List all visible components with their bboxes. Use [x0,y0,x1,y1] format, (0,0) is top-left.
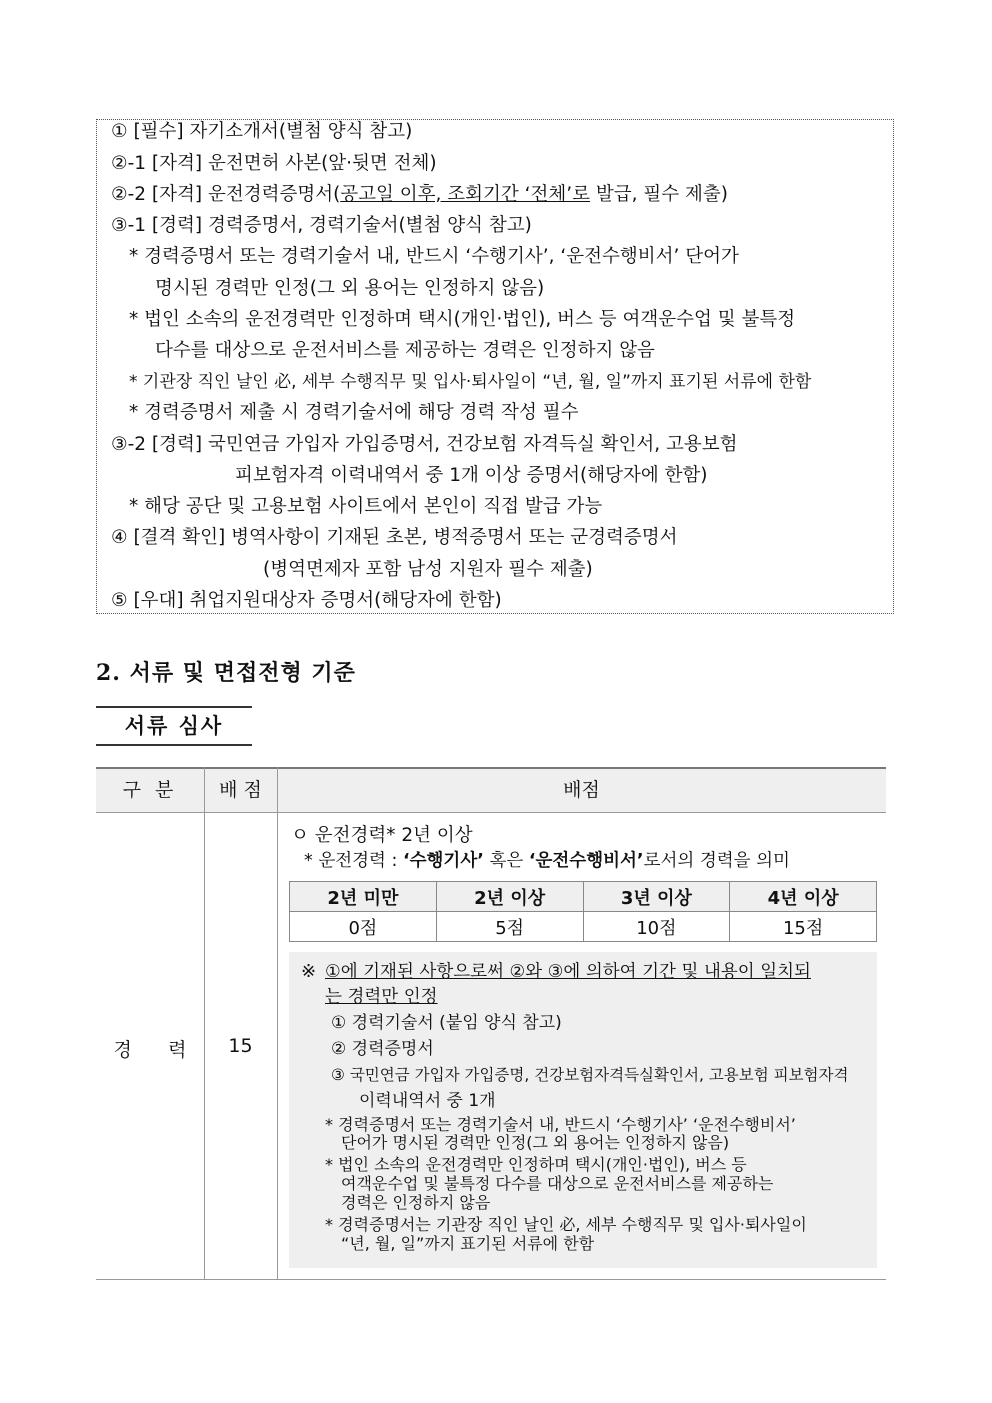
column-divider [277,767,278,1280]
doc-item-driving-record-underlined: 공고일 이후, 조회기간 ‘전체’로 [340,184,591,205]
notes-star-3a: * 경력증명서는 기관장 직인 날인 必, 세부 수행직무 및 입사·퇴사일이 [325,1215,807,1234]
notes-star-2c: 경력은 인정하지 않음 [341,1193,491,1212]
doc-item-license: ②-1 [자격] 운전면허 사본(앞·뒷면 전체) [111,153,437,174]
score-header-cell: 4년 이상 [730,882,877,912]
notes-item-3a: ③ 국민연금 가입자 가입증명, 건강보험자격득실확인서, 고용보험 피보험자격 [331,1066,849,1084]
score-header-cell: 3년 이상 [583,882,730,912]
score-table [289,881,877,942]
notes-item-1: ① 경력기술서 (붙임 양식 참고) [331,1013,562,1033]
notes-mark: ※ [301,961,317,982]
doc-item-driving-record [111,183,728,207]
doc-item-essay: ① [필수] 자기소개서(별첨 양식 참고) [111,121,413,142]
doc-item-military-cont: (병역면제자 포함 남성 지원자 필수 제출) [263,559,593,580]
notes-star-3b: “년, 월, 일”까지 표기된 서류에 한함 [341,1234,595,1253]
score-value-cell: 10점 [583,912,730,942]
doc-item-driving-record-b: 발급, 필수 제출) [590,184,729,205]
doc-item-career: ③-1 [경력] 경력증명서, 경력기술서(별첨 양식 참고) [111,215,532,236]
score-value-cell: 15점 [730,912,877,942]
score-header-cell: 2년 이상 [436,882,583,912]
doc-item-driving-record-a: ②-2 [자격] 운전경력증명서( [111,184,341,205]
score-table-values [290,912,877,942]
header-score: 배 점 [219,779,262,801]
criterion-note-mid: 혹은 [483,851,529,871]
score-cell: 15 [228,1035,253,1057]
category-cell: 경 력 [113,1039,187,1061]
doc-note-insurance: * 해당 공단 및 고용보험 사이트에서 본인이 직접 발급 가능 [129,496,603,517]
notes-line-1: ①에 기재된 사항으로써 ②와 ③에 의하여 기간 및 내용이 일치되 [325,962,811,982]
notes-star-2a: * 법인 소속의 운전경력만 인정하며 택시(개인·법인), 버스 등 [325,1155,747,1174]
header-criteria: 배점 [563,779,600,801]
criterion-note-prefix: * 운전경력 : [304,851,403,871]
criterion-note-suffix: 로서의 경력을 의미 [643,851,790,871]
score-table-header [290,882,877,912]
notes-line-2: 는 경력만 인정 [325,987,438,1007]
doc-note-career-2a: * 법인 소속의 운전경력만 인정하며 택시(개인·법인), 버스 등 여객운수업 및 불특정 [129,309,796,330]
score-value-cell: 0점 [290,912,437,942]
notes-box [289,952,877,1268]
doc-note-career-3: * 기관장 직인 날인 必, 세부 수행직무 및 입사·퇴사일이 “년, 월, 일”까지 표기된 서류에 한함 [129,372,812,392]
notes-star-2b: 여객운수업 및 불특정 다수를 대상으로 운전서비스를 제공하는 [341,1174,774,1193]
table-bottom-border [96,1279,886,1280]
doc-item-insurance-cont: 피보험자격 이력내역서 중 1개 이상 증명서(해당자에 한함) [235,465,708,486]
criterion-text: ㅇ 운전경력* 2년 이상 [291,825,473,846]
score-value-cell: 5점 [436,912,583,942]
notes-item-3b: 이력내역서 중 1개 [359,1091,496,1111]
score-header-cell: 2년 미만 [290,882,437,912]
criterion-note-bold-2: ‘운전수행비서’ [528,851,644,871]
required-documents-box [96,119,894,614]
doc-item-insurance: ③-2 [경력] 국민연금 가입자 가입증명서, 건강보험 자격득실 확인서, 고용보험 [111,434,738,455]
criterion-note-bold-1: ‘수행기사’ [402,851,484,871]
header-category: 구 분 [122,779,178,801]
section-title: 2. 서류 및 면접전형 기준 [96,660,356,686]
doc-item-preference: ⑤ [우대] 취업지원대상자 증명서(해당자에 한함) [111,590,502,611]
doc-item-military: ④ [결격 확인] 병역사항이 기재된 초본, 병적증명서 또는 군경력증명서 [111,527,678,548]
column-divider [204,767,205,1280]
notes-item-2: ② 경력증명서 [331,1039,434,1059]
doc-note-career-1b: 명시된 경력만 인정(그 외 용어는 인정하지 않음) [155,278,545,299]
sub-title: 서류 심사 [96,706,252,746]
notes-star-1b: 단어가 명시된 경력만 인정(그 외 용어는 인정하지 않음) [341,1133,730,1152]
doc-note-career-1a: * 경력증명서 또는 경력기술서 내, 반드시 ‘수행기사’, ‘운전수행비서’ 단어가 [129,246,739,267]
doc-note-career-4: * 경력증명서 제출 시 경력기술서에 해당 경력 작성 필수 [129,402,579,423]
doc-note-career-2b: 다수를 대상으로 운전서비스를 제공하는 경력은 인정하지 않음 [155,340,655,361]
evaluation-table [96,767,886,1280]
notes-star-1a: * 경력증명서 또는 경력기술서 내, 반드시 ‘수행기사’ ‘운전수행비서’ [325,1115,796,1134]
criterion-note [304,847,790,872]
